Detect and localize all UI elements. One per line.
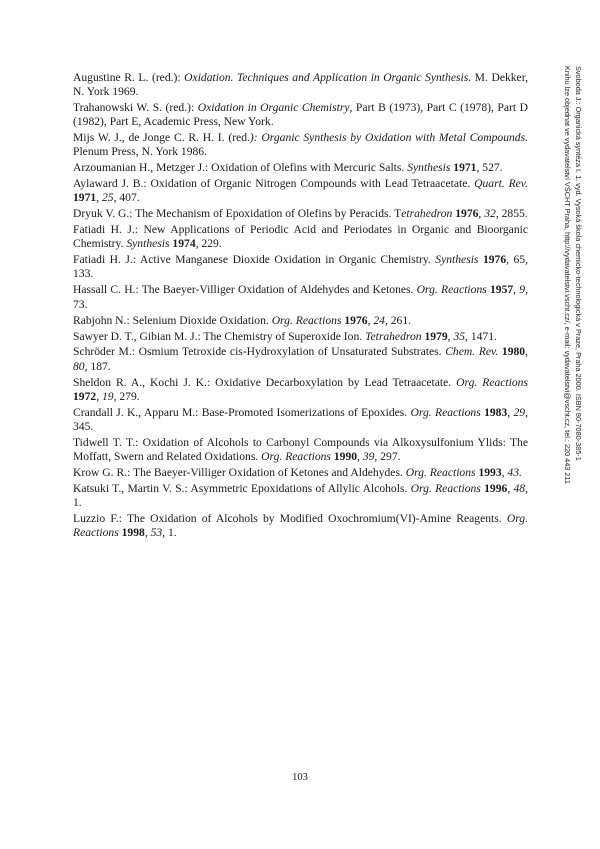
reference-text: Plenum Press, N. York 1986. — [73, 145, 207, 159]
reference-italic-text: ): Organic Synthesis by Oxidation with Metal Compounds. — [249, 131, 528, 145]
reference-bold-text: 1996 — [484, 481, 508, 495]
reference-entry — [73, 406, 528, 434]
reference-italic-text: 80 — [73, 359, 85, 373]
reference-text: Sawyer D. T., Gibian M. J.: The Chemistry of Superoxide Ion. — [73, 329, 366, 343]
reference-text: Augustine R. L. (red.): — [73, 71, 185, 84]
reference-text: , — [501, 465, 508, 479]
reference-italic-text: 48 — [513, 481, 526, 495]
reference-text: , — [367, 313, 374, 327]
reference-bold-text: 1998 — [121, 525, 145, 539]
reference-bold-text: 1983 — [484, 405, 508, 419]
reference-text: , 73. — [73, 283, 528, 311]
reference-italic-text: 35 — [453, 329, 466, 343]
reference-list — [73, 71, 528, 542]
reference-entry — [73, 253, 528, 281]
reference-text: , 1. — [73, 481, 528, 509]
reference-text: , 1471. — [465, 329, 497, 343]
reference-text: Fatiadi H. J.: Active Manganese Dioxide Oxidation in Organic Chemistry. — [73, 253, 436, 267]
reference-italic-text: Org. Reactions — [456, 375, 528, 389]
reference-entry — [73, 101, 528, 129]
reference-text: , — [478, 207, 485, 221]
reference-italic-text: Org. Reactions — [416, 283, 487, 297]
reference-text: , — [96, 191, 102, 205]
reference-text: , 297. — [374, 449, 401, 463]
reference-text: , 407. — [113, 191, 140, 205]
reference-bold-text: 1957 — [489, 283, 514, 297]
reference-text: Schröder M.: Osmium Tetroxide cis-Hydroxylation of Unsaturated Substrates. — [73, 345, 446, 359]
reference-entry — [73, 330, 528, 344]
reference-text: , — [357, 449, 363, 463]
reference-italic-text: Org. Reactions — [271, 313, 342, 327]
reference-text: Trahanowski W. S. (red.): — [73, 101, 198, 115]
reference-text: Mijs W. J., de Jonge C. R. H. I. (red. — [73, 131, 250, 145]
reference-entry — [73, 512, 528, 540]
reference-entry — [73, 177, 528, 205]
reference-text: , 527. — [476, 161, 503, 175]
reference-italic-text: etrahedron — [401, 207, 453, 221]
reference-entry — [73, 466, 528, 480]
reference-text: Aylaward J. B.: Oxidation of Organic Nitrogen Compounds with Lead Tetraacetate. — [73, 177, 475, 191]
reference-bold-text: 1976 — [482, 253, 507, 267]
reference-bold-text: 1971 — [73, 191, 97, 205]
reference-text: , — [513, 283, 520, 297]
reference-italic-text: 29 — [513, 405, 526, 419]
reference-text: , — [447, 329, 454, 343]
reference-text: Krow G. R.: The Baeyer-Villiger Oxidation of Ketones and Aldehydes. — [73, 465, 406, 479]
reference-bold-text: 1980 — [501, 345, 526, 359]
reference-italic-text: Org. Reactions — [261, 449, 331, 463]
reference-entry — [73, 376, 528, 404]
reference-text: , — [507, 481, 514, 495]
reference-text: Tidwell T. T.: Oxidation of Alcohols to Carbonyl Compounds via Alkoxysulfonium Ylids: The Moffatt, Swern and Related Oxidations. — [73, 435, 528, 463]
reference-italic-text: Org. Reactions — [405, 465, 476, 479]
reference-bold-text: 1972 — [73, 389, 97, 403]
reference-italic-text: Org. Reactions — [73, 511, 528, 539]
reference-italic-text: 19 — [101, 389, 114, 403]
reference-text: , 1. — [162, 525, 177, 539]
reference-text: 261. — [387, 313, 412, 327]
reference-text: , — [96, 389, 102, 403]
reference-italic-text: Oxidation in Organic Chemistry — [197, 101, 350, 115]
reference-text: , 345. — [73, 405, 528, 433]
reference-italic-text: 32 — [484, 207, 496, 221]
reference-italic-text: Tetrahedron — [365, 329, 422, 343]
reference-italic-text: 53 — [150, 525, 163, 539]
reference-text: Luzzio F.: The Oxidation of Alcohols by Modified Oxochromium(VI)-Amine Reagents. — [73, 511, 507, 525]
reference-italic-text: Quart. Rev. — [474, 177, 528, 191]
reference-italic-text: 9 — [519, 283, 526, 297]
reference-italic-text: 24, — [373, 313, 388, 327]
reference-bold-text: 1976 — [455, 207, 479, 221]
reference-entry — [73, 482, 528, 510]
reference-italic-text: Org. Reactions — [410, 481, 481, 495]
reference-text: , 229. — [195, 237, 222, 251]
reference-text: , Part B (1973), Part C (1978), Part D (1982), Part E, Academic Press, New York. — [73, 101, 528, 129]
reference-bold-text: 1976 — [344, 313, 368, 327]
reference-entry — [73, 131, 528, 159]
page-number: 103 — [292, 772, 308, 783]
reference-bold-text: 1974 — [172, 237, 196, 251]
reference-entry — [73, 71, 528, 99]
reference-text: Rabjohn N.: Selenium Dioxide Oxidation. — [73, 313, 272, 327]
reference-bold-text: 1993 — [478, 465, 502, 479]
reference-italic-text: Oxidation. Techniques and Application in Organic Synthesis — [184, 71, 469, 84]
reference-text: Fatiadi H. J.: New Applications of Periodic Acid and Periodates in Organic and Bioorganic Chemistry. — [73, 223, 528, 251]
reference-text: , — [144, 525, 151, 539]
reference-bold-text: 1990 — [333, 449, 358, 463]
reference-italic-text: Chem. Rev. — [445, 345, 499, 359]
reference-italic-text: Org. Reactions — [410, 405, 481, 419]
reference-entry — [73, 345, 528, 373]
reference-text: , 2855. — [495, 207, 528, 221]
side-note-line-2: Knihu lze objednat ve vydavatelství VŠCHT Praha, http://vydavatelstvi.vscht.cz/, e-mail: vydavatelstvi@vscht.cz, tel.: 220 443 211 — [563, 66, 572, 484]
reference-italic-text: Synthesis — [435, 253, 479, 267]
reference-text: Arzoumanian H., Metzger J.: Oxidation of Olefins with Mercuric Salts. — [73, 161, 408, 175]
reference-entry — [73, 314, 528, 328]
reference-entry — [73, 161, 528, 175]
reference-entry — [73, 283, 528, 311]
reference-entry — [73, 207, 528, 221]
reference-text: , 187. — [84, 359, 111, 373]
reference-text: Dryuk V. G.: The Mechanism of Epoxidation of Olefins by Peracids. T — [73, 207, 402, 221]
reference-italic-text: 43. — [507, 465, 522, 479]
reference-italic-text: Synthesis — [407, 161, 451, 175]
reference-text: , — [507, 405, 514, 419]
reference-text: , 65, 133. — [73, 253, 528, 281]
reference-text: , 279. — [113, 389, 140, 403]
reference-text: Hassall C. H.: The Baeyer-Villiger Oxidation of Aldehydes and Ketones. — [73, 283, 417, 297]
reference-entry — [73, 436, 528, 464]
reference-text: Sheldon R. A., Kochi J. K.: Oxidative Decarboxylation by Lead Tetraacetate. — [73, 375, 457, 389]
reference-text: . M. Dekker, N. York 1969. — [73, 71, 528, 99]
reference-bold-text: 1979 — [424, 329, 448, 343]
side-note-line-1: Svoboda J.: Organická syntéza I. 1. vyd. Vysoká škola chemicko-technologická v Praze, Praha 2000. ISBN 80-7080-385-1 — [574, 66, 583, 461]
reference-entry — [73, 223, 528, 251]
reference-text: Katsuki T., Martin V. S.: Asymmetric Epoxidations of Allylic Alcohols. — [73, 481, 411, 495]
side-publication-note — [560, 66, 588, 586]
reference-italic-text: 25 — [101, 191, 114, 205]
reference-bold-text: 1971 — [453, 161, 477, 175]
reference-text: Crandall J. K., Apparu M.: Base-Promoted Isomerizations of Epoxides. — [73, 405, 411, 419]
reference-text: , — [525, 345, 528, 359]
reference-italic-text: 39 — [362, 449, 375, 463]
reference-italic-text: Synthesis — [126, 237, 170, 251]
